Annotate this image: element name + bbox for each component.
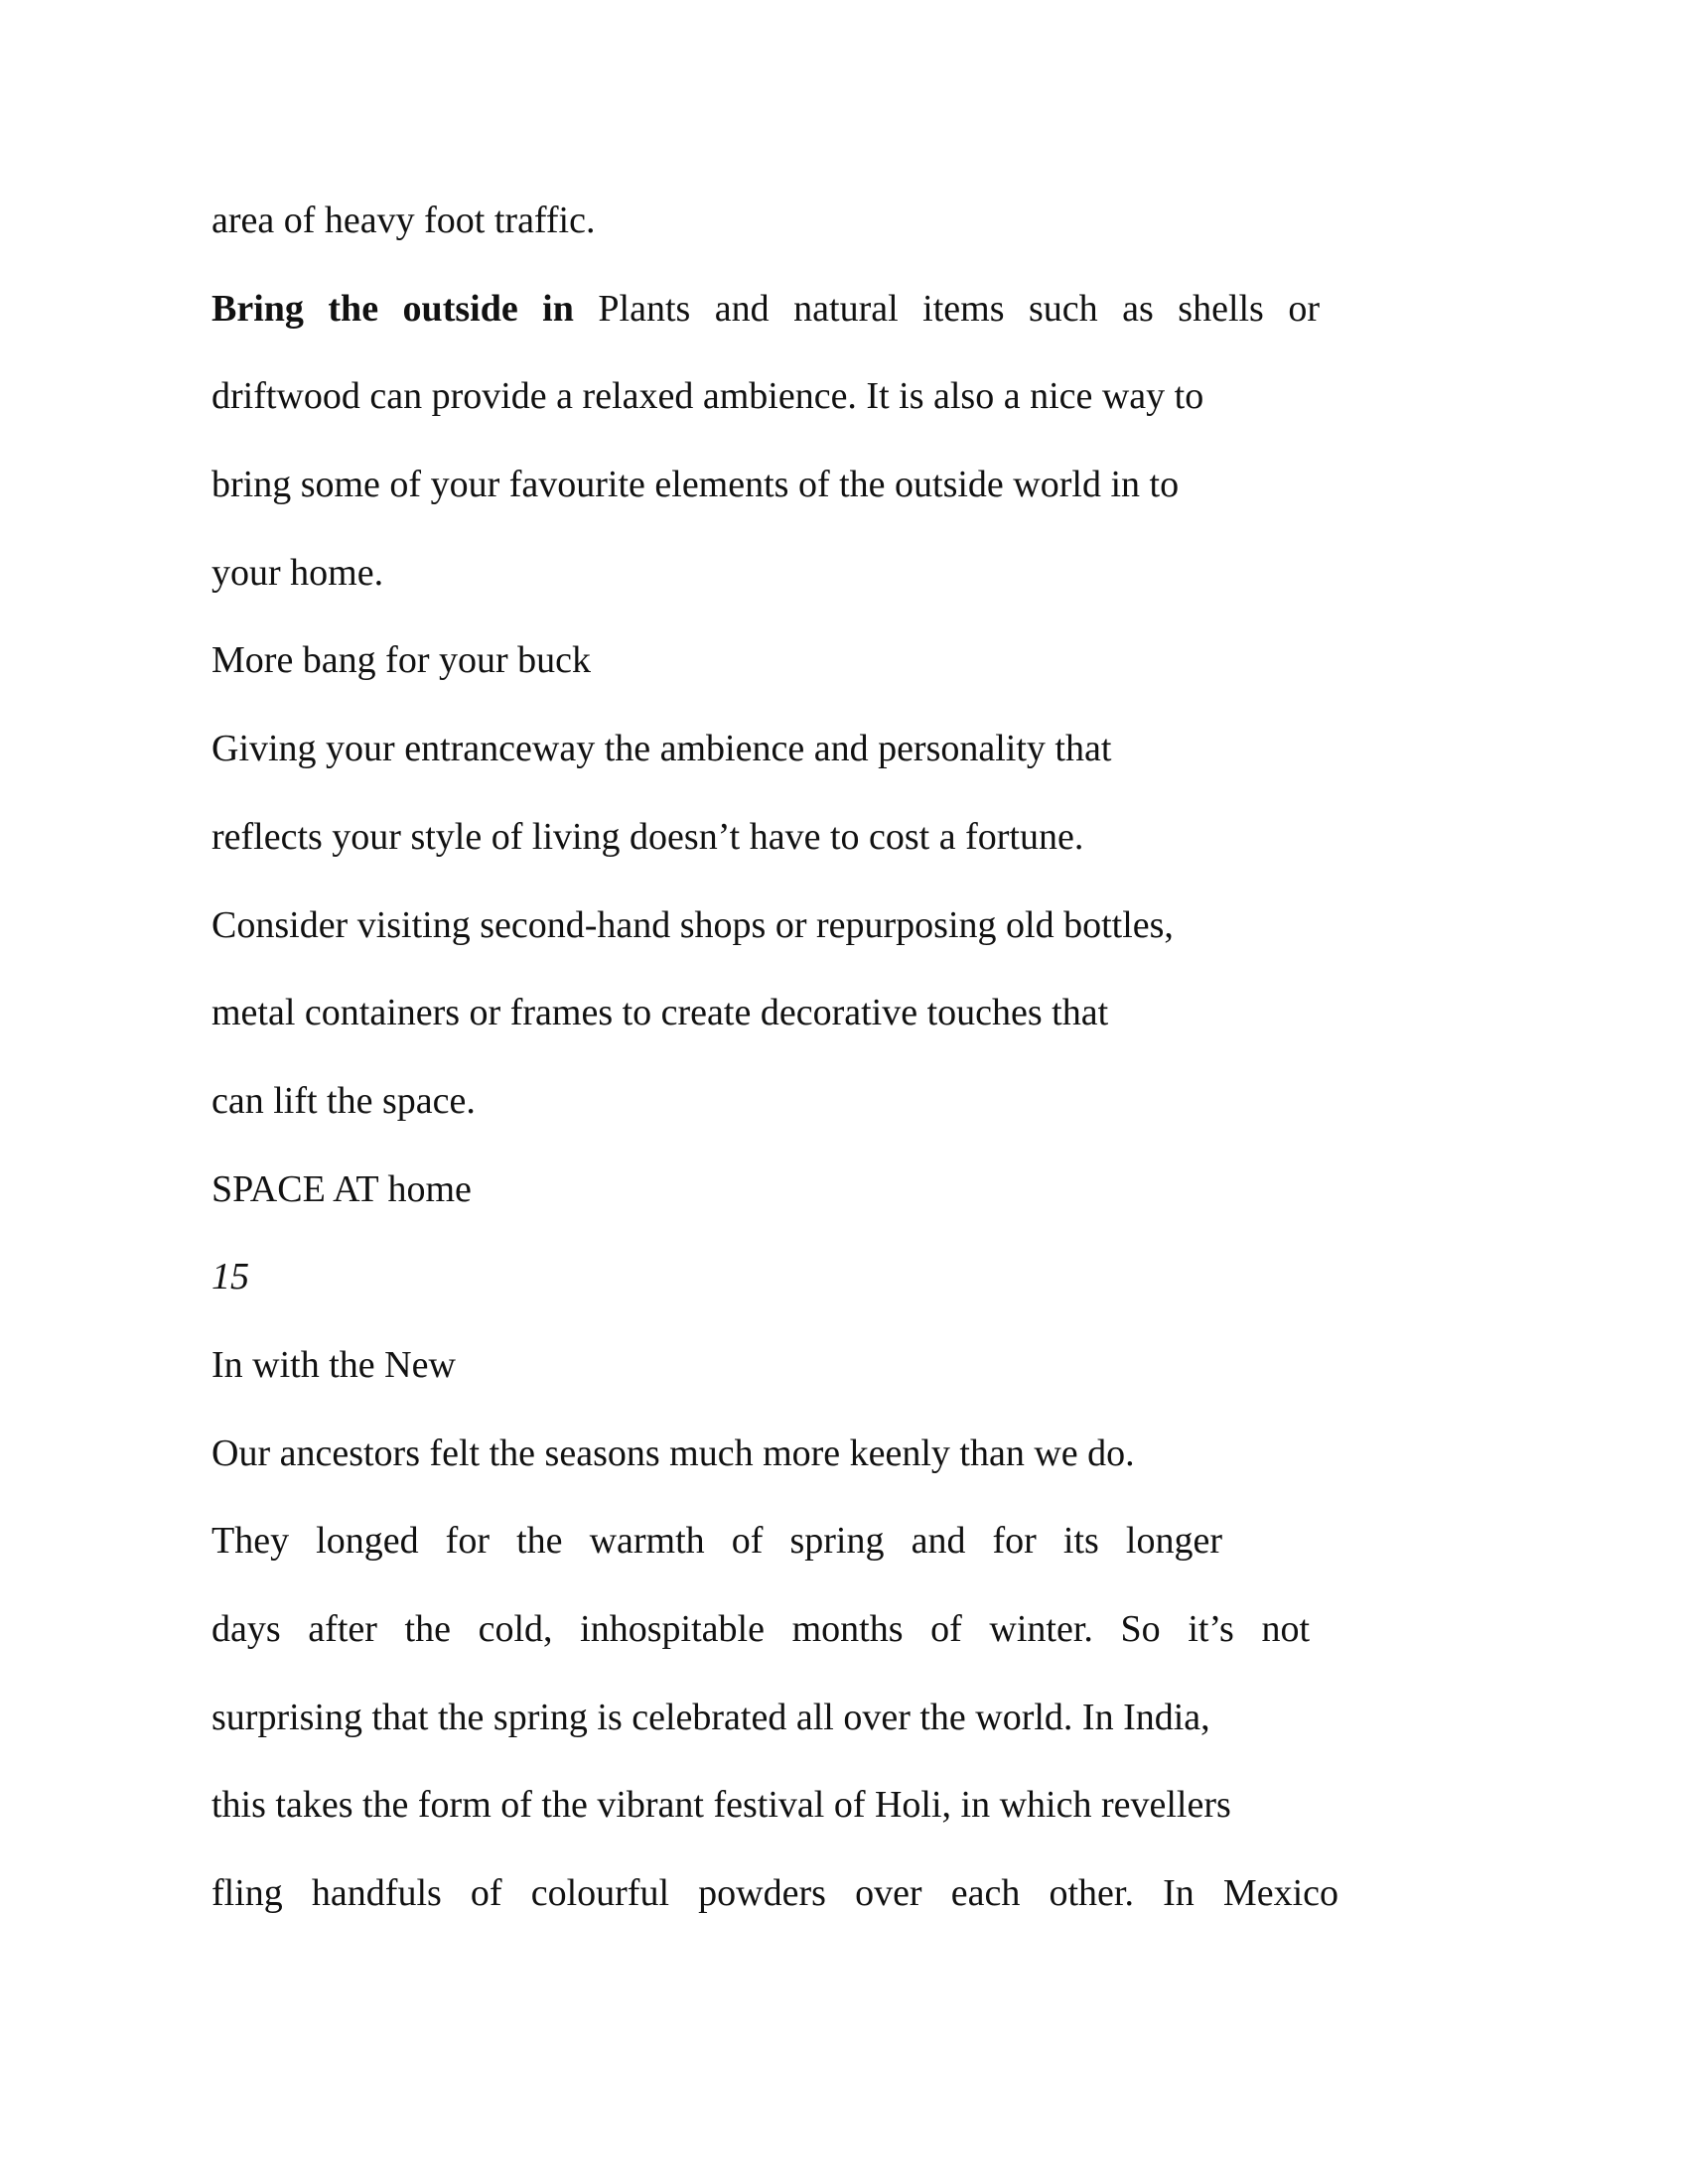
paragraph-text: bring some of your favourite elements of the outside world in to (211, 464, 1180, 506)
text-line-5 (211, 543, 1338, 631)
text-line-7 (211, 719, 1338, 807)
text-line-12 (211, 1160, 1338, 1248)
text-line-20 (211, 1863, 1338, 1952)
text-line-3 (211, 366, 1338, 455)
text-line-15 (211, 1424, 1338, 1512)
text-line-2 (211, 279, 1320, 367)
paragraph-text: Plants and natural items such as shells or (598, 287, 1320, 330)
text-line-6 (211, 630, 1338, 719)
text-line-13 (211, 1247, 1338, 1335)
paragraph-text: Our ancestors felt the seasons much more keenly than we do. (211, 1432, 1135, 1474)
paragraph-text: surprising that the spring is celebrated all over the world. In India, (211, 1696, 1210, 1738)
paragraph-text: metal containers or frames to create decorative touches that (211, 992, 1109, 1034)
paragraph-text: Giving your entranceway the ambience and personality that (211, 728, 1112, 770)
text-line-4 (211, 455, 1338, 543)
text-line-16 (211, 1511, 1222, 1599)
paragraph-text: They longed for the warmth of spring and for its longer (211, 1520, 1222, 1563)
paragraph-text: can lift the space. (211, 1079, 476, 1122)
text-line-11 (211, 1071, 1338, 1160)
text-line-17 (211, 1599, 1310, 1688)
paragraph-text: this takes the form of the vibrant festival of Holi, in which revellers (211, 1784, 1231, 1827)
paragraph-end-text: area of heavy foot traffic. (211, 200, 596, 241)
body-text (211, 191, 1338, 1952)
running-header: SPACE AT home (211, 1167, 472, 1210)
paragraph-text: reflects your style of living doesn’t have to cost a fortune. (211, 815, 1084, 858)
text-line-8 (211, 807, 1338, 895)
text-line-14 (211, 1335, 1338, 1424)
text-line-10 (211, 983, 1338, 1071)
section-run-in-heading: Bring the outside in (211, 287, 574, 330)
text-line-9 (211, 895, 1338, 984)
text-line-18 (211, 1688, 1338, 1776)
section-heading: More bang for your buck (211, 639, 592, 682)
text-line-1 (211, 191, 1338, 279)
section-heading: In with the New (211, 1343, 456, 1386)
paragraph-text: days after the cold, inhospitable months of winter. So it’s not (211, 1608, 1310, 1650)
page-number: 15 (211, 1256, 249, 1298)
paragraph-text: driftwood can provide a relaxed ambience. It is also a nice way to (211, 375, 1204, 418)
paragraph-text: fling handfuls of colourful powders over each other. In Mexico (211, 1872, 1338, 1915)
text-line-19 (211, 1775, 1338, 1863)
paragraph-text: your home. (211, 551, 384, 594)
paragraph-text: Consider visiting second-hand shops or repurposing old bottles, (211, 903, 1174, 946)
